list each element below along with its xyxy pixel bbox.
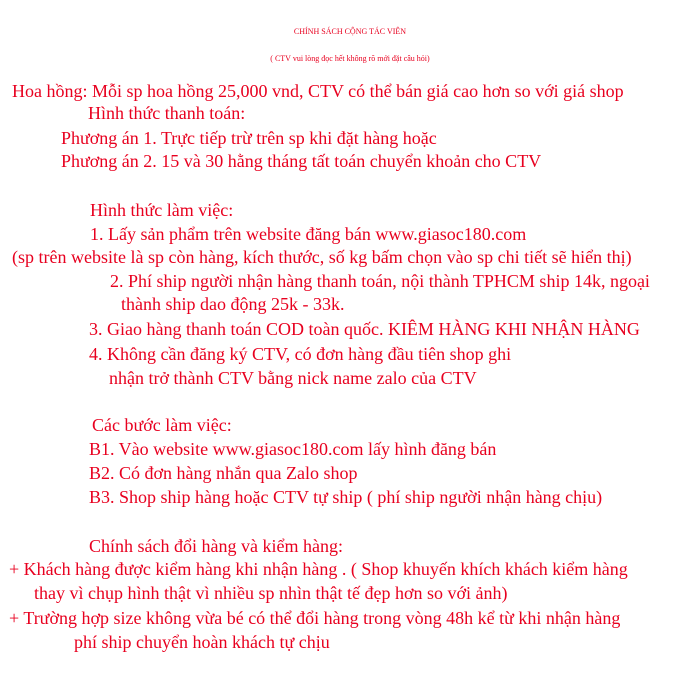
work-item-1-note: (sp trên website là sp còn hàng, kích thước, số kg bấm chọn vào sp chi tiết sẽ hiển thị): [12, 247, 632, 267]
exchange-rule-2-line-1: + Trường hợp size không vừa bé có thể đổi hàng trong vòng 48h kể từ khi nhận hàng: [9, 608, 621, 628]
page-title: CHÍNH SÁCH CỘNG TÁC VIÊN: [293, 27, 407, 36]
work-item-2-line-1: 2. Phí ship người nhận hàng thanh toán, nội thành TPHCM ship 14k, ngoại: [110, 271, 650, 291]
steps-heading: Các bước làm việc:: [92, 415, 232, 435]
page-subtitle: ( CTV vui lòng đọc hết không rõ mới đặt câu hỏi): [270, 54, 430, 63]
step-b2: B2. Có đơn hàng nhắn qua Zalo shop: [89, 463, 358, 483]
payment-option-1: Phương án 1. Trực tiếp trừ trên sp khi đặt hàng hoặc: [61, 128, 437, 148]
exchange-heading: Chính sách đổi hàng và kiểm hàng:: [89, 536, 343, 556]
work-item-4-line-1: 4. Không cần đăng ký CTV, có đơn hàng đầu tiên shop ghi: [89, 344, 512, 364]
step-b1: B1. Vào website www.giasoc180.com lấy hình đăng bán: [89, 439, 497, 459]
step-b3: B3. Shop ship hàng hoặc CTV tự ship ( phí ship người nhận hàng chịu): [89, 487, 603, 507]
payment-option-2: Phương án 2. 15 và 30 hằng tháng tất toán chuyển khoản cho CTV: [61, 151, 542, 171]
work-item-1: 1. Lấy sản phẩm trên website đăng bán www.giasoc180.com: [90, 224, 527, 244]
exchange-rule-1-line-2: thay vì chụp hình thật vì nhiều sp nhìn thật tế đẹp hơn so với ảnh): [34, 583, 508, 603]
payment-heading: Hình thức thanh toán:: [88, 103, 246, 123]
work-item-4-line-2: nhận trở thành CTV bằng nick name zalo của CTV: [109, 368, 477, 388]
exchange-rule-2-line-2: phí ship chuyển hoàn khách tự chịu: [74, 632, 330, 652]
work-heading: Hình thức làm việc:: [90, 200, 234, 220]
exchange-rule-1-line-1: + Khách hàng được kiểm hàng khi nhận hàng . ( Shop khuyến khích khách kiểm hàng: [9, 559, 628, 579]
commission-text: Hoa hồng: Mỗi sp hoa hồng 25,000 vnd, CTV có thể bán giá cao hơn so với giá shop: [12, 81, 624, 101]
work-item-3: 3. Giao hàng thanh toán COD toàn quốc. KIÊM HÀNG KHI NHẬN HÀNG: [89, 319, 640, 339]
work-item-2-line-2: thành ship dao động 25k - 33k.: [121, 294, 345, 314]
